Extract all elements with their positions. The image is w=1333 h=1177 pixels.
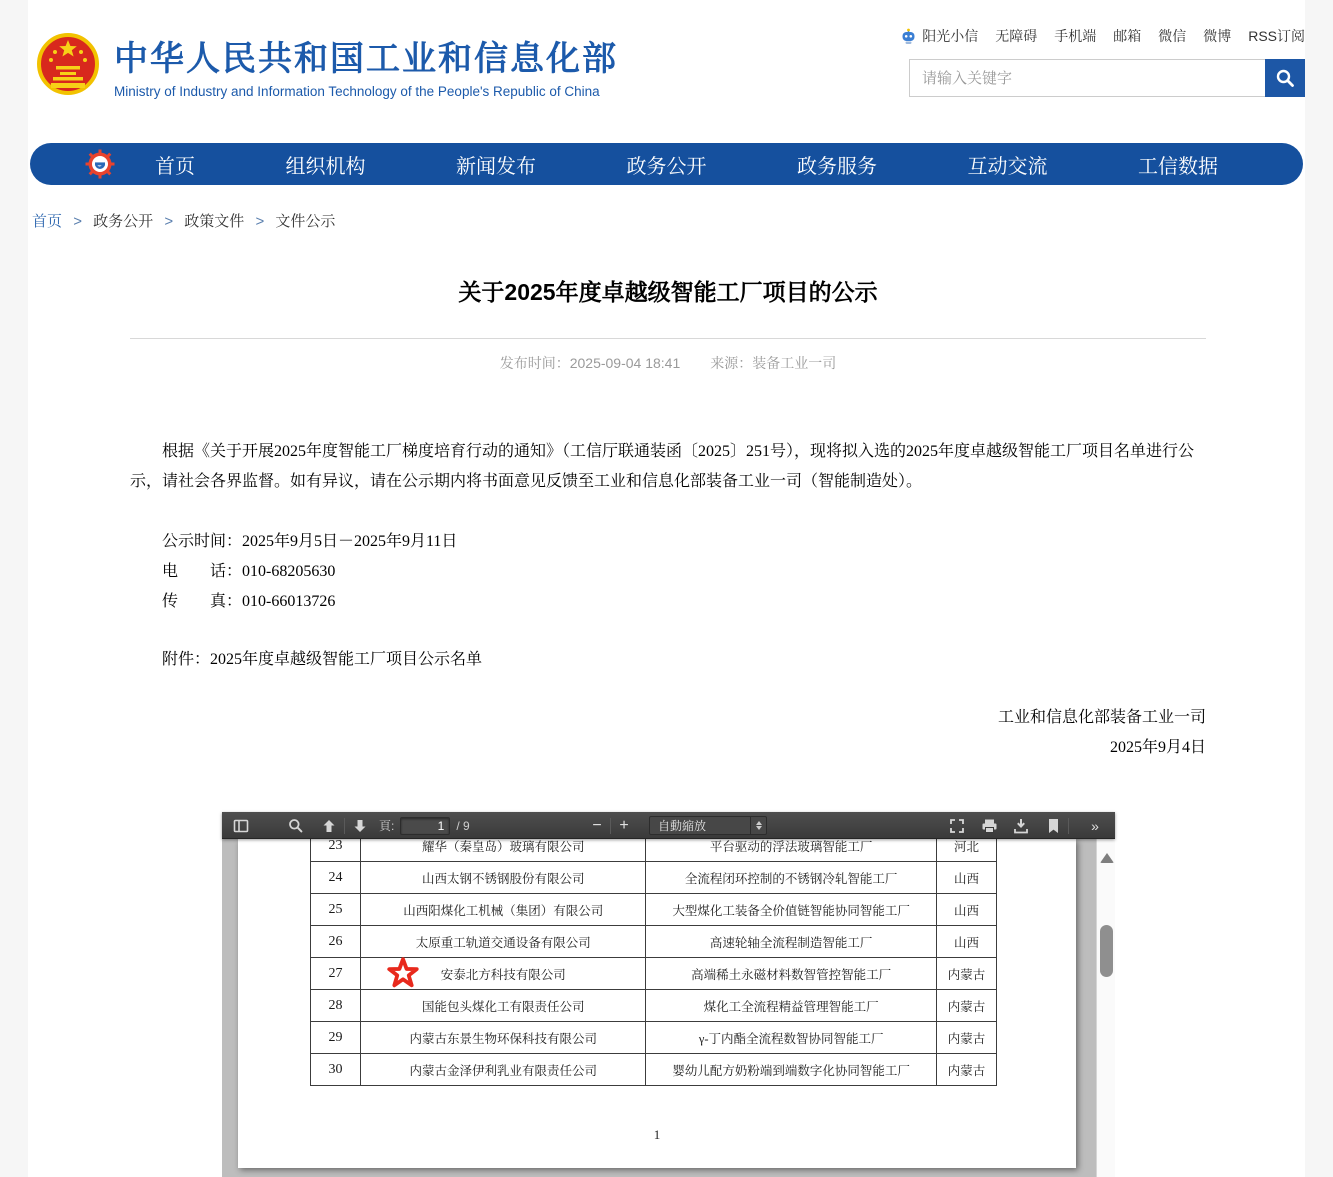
breadcrumb-gov-disclosure[interactable]: 政务公开: [93, 213, 154, 230]
mascot-icon: [900, 28, 917, 45]
top-link-mail[interactable]: 邮箱: [1113, 28, 1142, 44]
company-name: 耀华（秦皇岛）玻璃有限公司: [422, 839, 585, 854]
pdf-table-region: [310, 839, 997, 1087]
nav-items: [155, 150, 1218, 179]
bookmark-icon: [1047, 818, 1060, 834]
company-name: 太原重工轨道交通设备有限公司: [415, 935, 591, 950]
bookmark-button[interactable]: [1042, 815, 1064, 837]
nav-item-miit-data[interactable]: 工信数据: [1138, 155, 1218, 178]
site-brand[interactable]: [36, 30, 618, 100]
zoom-mode-value: 自動縮放: [658, 819, 707, 833]
breadcrumb-separator: >: [73, 213, 82, 230]
brand-text: [114, 31, 618, 99]
cell-province: 内蒙古: [936, 990, 996, 1022]
cell-province: 山西: [936, 862, 996, 894]
breadcrumb-policy-files[interactable]: 政策文件: [184, 213, 245, 230]
cell-row-number: 27: [311, 958, 361, 990]
table-row: [311, 926, 997, 958]
cell-company: [361, 894, 646, 926]
table-row: [311, 1022, 997, 1054]
cell-province: 内蒙古: [936, 958, 996, 990]
nav-item-news[interactable]: 新闻发布: [456, 155, 536, 178]
table-row: [311, 894, 997, 926]
company-name: 内蒙古金泽伊利乳业有限责任公司: [409, 1063, 598, 1078]
fullscreen-icon: [949, 818, 965, 834]
cell-company: [361, 990, 646, 1022]
scrollbar-thumb[interactable]: [1100, 925, 1113, 977]
publish-time-label: 发布时间：: [499, 355, 570, 371]
breadcrumb-file-publicity[interactable]: 文件公示: [275, 213, 336, 230]
zoom-in-button[interactable]: +: [619, 816, 629, 834]
search-button[interactable]: [1265, 59, 1305, 97]
scroll-up-arrow-icon[interactable]: [1100, 853, 1114, 863]
nav-item-home[interactable]: 首页: [155, 155, 195, 178]
presentation-mode-button[interactable]: [946, 815, 968, 837]
pdf-viewer: [222, 812, 1115, 1177]
article: [130, 276, 1206, 763]
pdf-page-number: 1: [653, 1127, 661, 1142]
page-number-input[interactable]: [400, 817, 450, 835]
top-link-wechat[interactable]: 微信: [1158, 28, 1187, 44]
top-links: [909, 26, 1305, 46]
fax-line: 传 真：010-66013726: [162, 593, 336, 610]
table-row: [311, 839, 997, 862]
search-input[interactable]: [910, 60, 1265, 96]
pdf-viewer-body: [222, 839, 1115, 1177]
attachment-line: 附件：2025年度卓越级智能工厂项目公示名单: [162, 651, 483, 668]
top-link-accessibility[interactable]: 无障碍: [995, 28, 1038, 44]
top-link-sunshine[interactable]: 阳光小信: [922, 28, 979, 44]
company-name: 安泰北方科技有限公司: [440, 967, 566, 982]
cell-company: [361, 926, 646, 958]
cell-province: 内蒙古: [936, 1054, 996, 1086]
arrow-down-icon: [352, 818, 368, 834]
site-header: [28, 0, 1305, 143]
breadcrumb-separator: >: [255, 213, 265, 230]
cell-project: 高速轮轴全流程制造智能工厂: [646, 926, 936, 958]
top-link-weibo[interactable]: 微博: [1203, 28, 1232, 44]
company-name: 山西太钢不锈钢股份有限公司: [422, 871, 585, 886]
printer-icon: [981, 818, 998, 834]
cell-company: [361, 862, 646, 894]
cell-company: [361, 1054, 646, 1086]
publicity-period-line: 公示时间：2025年9月5日－2025年9月11日: [162, 533, 458, 550]
cell-row-number: 23: [311, 839, 361, 862]
site-subtitle: Ministry of Industry and Information Technology of the People's Republic of China: [114, 84, 600, 99]
download-icon: [1013, 818, 1029, 834]
article-meta: [130, 353, 1206, 373]
nav-item-organization[interactable]: 组织机构: [285, 155, 366, 178]
table-row: [311, 990, 997, 1022]
print-button[interactable]: [978, 815, 1000, 837]
source: 装备工业一司: [752, 355, 837, 371]
zoom-mode-select[interactable]: [649, 816, 767, 835]
miit-gear-e-icon: [85, 149, 115, 179]
cell-project: γ-丁内酯全流程数智协同智能工厂: [646, 1022, 936, 1054]
company-name: 内蒙古东景生物环保科技有限公司: [409, 1031, 598, 1046]
sidebar-toggle-button[interactable]: [230, 815, 252, 837]
cell-province: 山西: [936, 894, 996, 926]
arrow-up-icon: [321, 818, 337, 834]
cell-project: 平台驱动的浮法玻璃智能工厂: [646, 839, 936, 862]
search-icon: [1275, 68, 1295, 88]
cell-province: 内蒙古: [936, 1022, 996, 1054]
pdf-table-body: [311, 839, 997, 1086]
table-row: [311, 958, 997, 990]
cell-project: 大型煤化工装备全价值链智能协同智能工厂: [646, 894, 936, 926]
cell-row-number: 28: [311, 990, 361, 1022]
cell-province: 山西: [936, 926, 996, 958]
page-total: / 9: [456, 818, 470, 833]
table-row: [311, 1054, 997, 1086]
cell-row-number: 25: [311, 894, 361, 926]
top-link-mobile[interactable]: 手机端: [1054, 28, 1097, 44]
signature-date: 2025年9月4日: [1109, 739, 1206, 756]
nav-item-gov-services[interactable]: 政务服务: [797, 155, 877, 178]
page-down-button[interactable]: [349, 815, 371, 837]
breadcrumb-separator: >: [164, 213, 174, 230]
pdf-table: [310, 839, 997, 1086]
cell-project: 婴幼儿配方奶粉端到端数字化协同智能工厂: [646, 1054, 936, 1086]
zoom-out-button[interactable]: −: [592, 816, 602, 834]
cell-row-number: 26: [311, 926, 361, 958]
signature-line: 工业和信息化部装备工业一司: [997, 709, 1206, 726]
cell-project: 高端稀土永磁材料数智管控智能工厂: [646, 958, 936, 990]
title-divider: [130, 338, 1206, 339]
select-spinner-icon: [750, 817, 766, 834]
page-up-button[interactable]: [318, 815, 340, 837]
search-box: [909, 59, 1305, 97]
top-link-rss[interactable]: RSS订阅: [1248, 28, 1305, 44]
cell-row-number: 24: [311, 862, 361, 894]
red-star-annotation-icon: [385, 956, 421, 992]
publish-time: 2025-09-04 18:41: [569, 355, 681, 371]
source-label: 来源：: [710, 355, 753, 371]
article-body: [130, 437, 1206, 763]
pdf-toolbar: [222, 812, 1115, 839]
pdf-search-button[interactable]: [284, 815, 306, 837]
national-emblem-icon: [36, 30, 100, 100]
site-title: 中华人民共和国工业和信息化部: [114, 40, 618, 78]
cell-row-number: 30: [311, 1054, 361, 1086]
header-top-area: [909, 26, 1305, 97]
cell-project: 煤化工全流程精益管理智能工厂: [646, 990, 936, 1022]
company-name: 山西阳煤化工机械（集团）有限公司: [403, 903, 604, 918]
cell-province: 河北: [936, 839, 996, 862]
pdf-scrollbar[interactable]: [1096, 839, 1115, 1177]
cell-project: 全流程闭环控制的不锈钢冷轧智能工厂: [646, 862, 936, 894]
telephone-line: 电 话：010-68205630: [162, 563, 336, 580]
nav-item-gov-disclosure[interactable]: 政务公开: [626, 155, 707, 178]
page-root: [28, 0, 1305, 1177]
cell-row-number: 29: [311, 1022, 361, 1054]
nav-item-interaction[interactable]: 互动交流: [967, 155, 1048, 178]
page-title: 关于2025年度卓越级智能工厂项目的公示: [458, 279, 878, 305]
table-row: [311, 862, 997, 894]
pdf-page: [238, 839, 1076, 1168]
company-name: 国能包头煤化工有限责任公司: [422, 999, 585, 1014]
main-nav: [30, 143, 1303, 185]
article-paragraph: 根据《关于开展2025年度智能工厂梯度培育行动的通知》（工信厅联通装函〔2025〕251号），现将拟入选的2025年度卓越级智能工厂项目名单进行公示，请社会各界监督。如有异议，请在公示期内将书面意见反馈至工业和信息化部装备工业一司（智能制造处）。: [130, 443, 1195, 490]
more-tools-button[interactable]: [1083, 815, 1105, 837]
page-label: 頁:: [379, 819, 395, 833]
cell-company: [361, 839, 646, 862]
download-button[interactable]: [1010, 815, 1032, 837]
cell-company: [361, 958, 646, 990]
breadcrumb: [32, 210, 335, 231]
cell-company: [361, 1022, 646, 1054]
chevrons-right-icon: »: [1091, 817, 1097, 834]
article-info-lines: [130, 527, 1206, 617]
breadcrumb-home[interactable]: 首页: [32, 213, 63, 230]
pdf-search-icon: [288, 818, 303, 833]
